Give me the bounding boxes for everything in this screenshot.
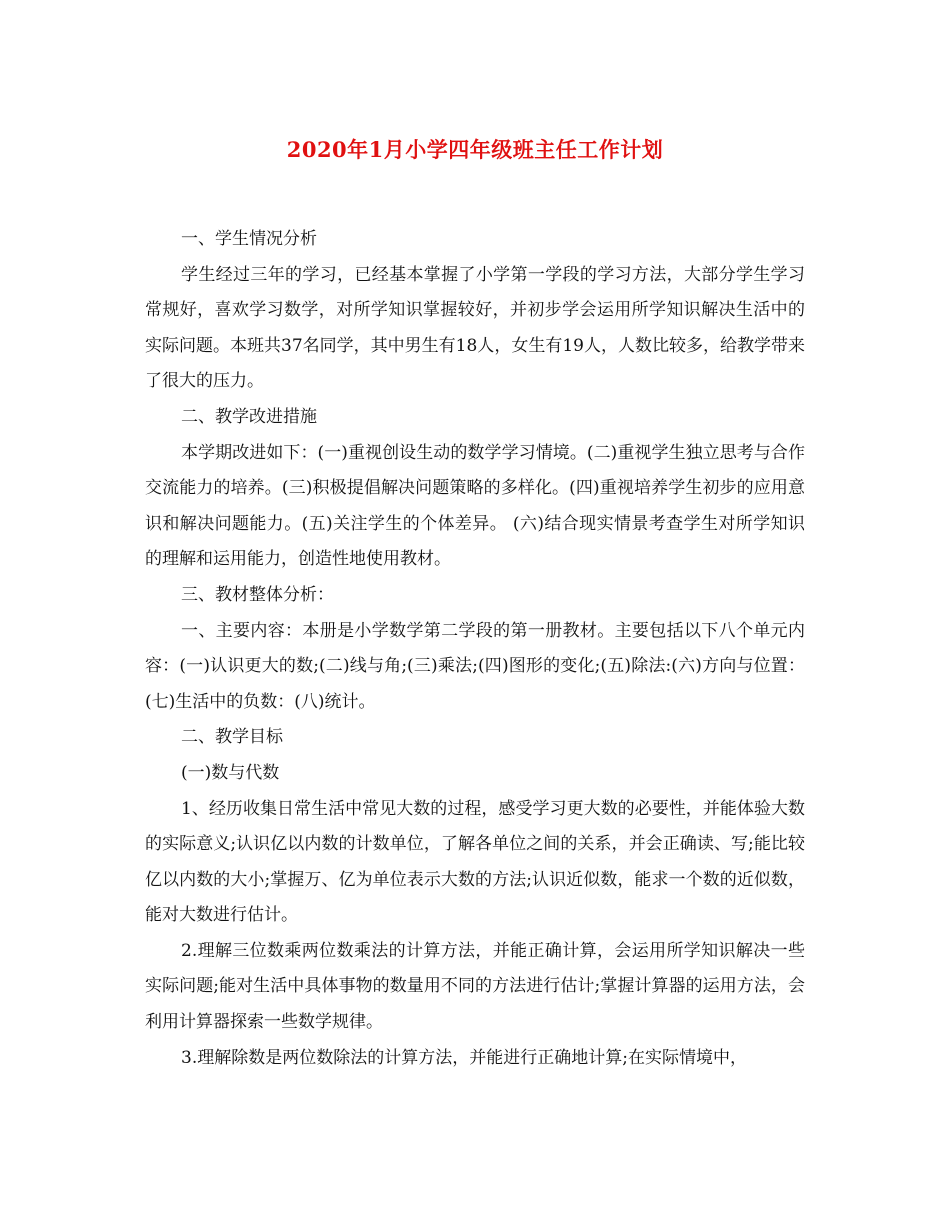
subsection-heading-numbers-algebra: (一)数与代数: [181, 762, 280, 783]
section-heading-student-analysis: 一、学生情况分析: [181, 229, 317, 249]
paragraph-goal-2: 2.理解三位数乘两位数乘法的计算方法，并能正确计算，会运用所学知识解决一些实际问题;能对生活中具体事物的数量用不同的方法进行估计;掌握计算器的运用方法，会利用计算器探索一些数学规律。: [145, 940, 805, 1033]
paragraph-main-content: 一、主要内容：本册是小学数学第二学段的第一册教材。主要包括以下八个单元内容：(一)认识更大的数;(二)线与角;(三)乘法;(四)图形的变化;(五)除法:(六)方向与位置：(七)生活中的负数：(八)统计。: [145, 620, 805, 712]
paragraph-goal-1: 1、经历收集日常生活中常见大数的过程，感受学习更大数的必要性，并能体验大数的实际意义;认识亿以内数的计数单位，了解各单位之间的关系，并会正确读、写;能比较亿以内数的大小;掌握万、亿为单位表示大数的方法;认识近似数，能求一个数的近似数，能对大数进行估计。: [145, 798, 805, 926]
paragraph-goal-3: 3.理解除数是两位数除法的计算方法，并能进行正确地计算;在实际情境中，: [181, 1047, 747, 1068]
section-heading-teaching-improvements: 二、教学改进措施: [181, 406, 317, 427]
paragraph-teaching-improvements: 本学期改进如下：(一)重视创设生动的数学学习情境。(二)重视学生独立思考与合作交流能力的培养。(三)积极提倡解决问题策略的多样化。(四)重视培养学生初步的应用意识和解决问题能力。(五)关注学生的个体差异。 (六)结合现实情景考查学生对所学知识的理解和运用能力，创造性地使用教材。: [145, 442, 805, 570]
document-title: 2020年1月小学四年级班主任工作计划: [286, 137, 664, 162]
section-heading-teaching-goals: 二、教学目标: [181, 727, 283, 748]
document-body: [145, 222, 805, 1076]
section-heading-textbook-analysis: 三、教材整体分析：: [181, 584, 334, 605]
paragraph-student-analysis: 学生经过三年的学习，已经基本掌握了小学第一学段的学习方法，大部分学生学习常规好，喜欢学习数学，对所学知识掌握较好，并初步学会运用所学知识解决生活中的实际问题。本班共37名同学，其中男生有18人，女生有19人，人数比较多，给教学带来了很大的压力。: [145, 264, 805, 392]
